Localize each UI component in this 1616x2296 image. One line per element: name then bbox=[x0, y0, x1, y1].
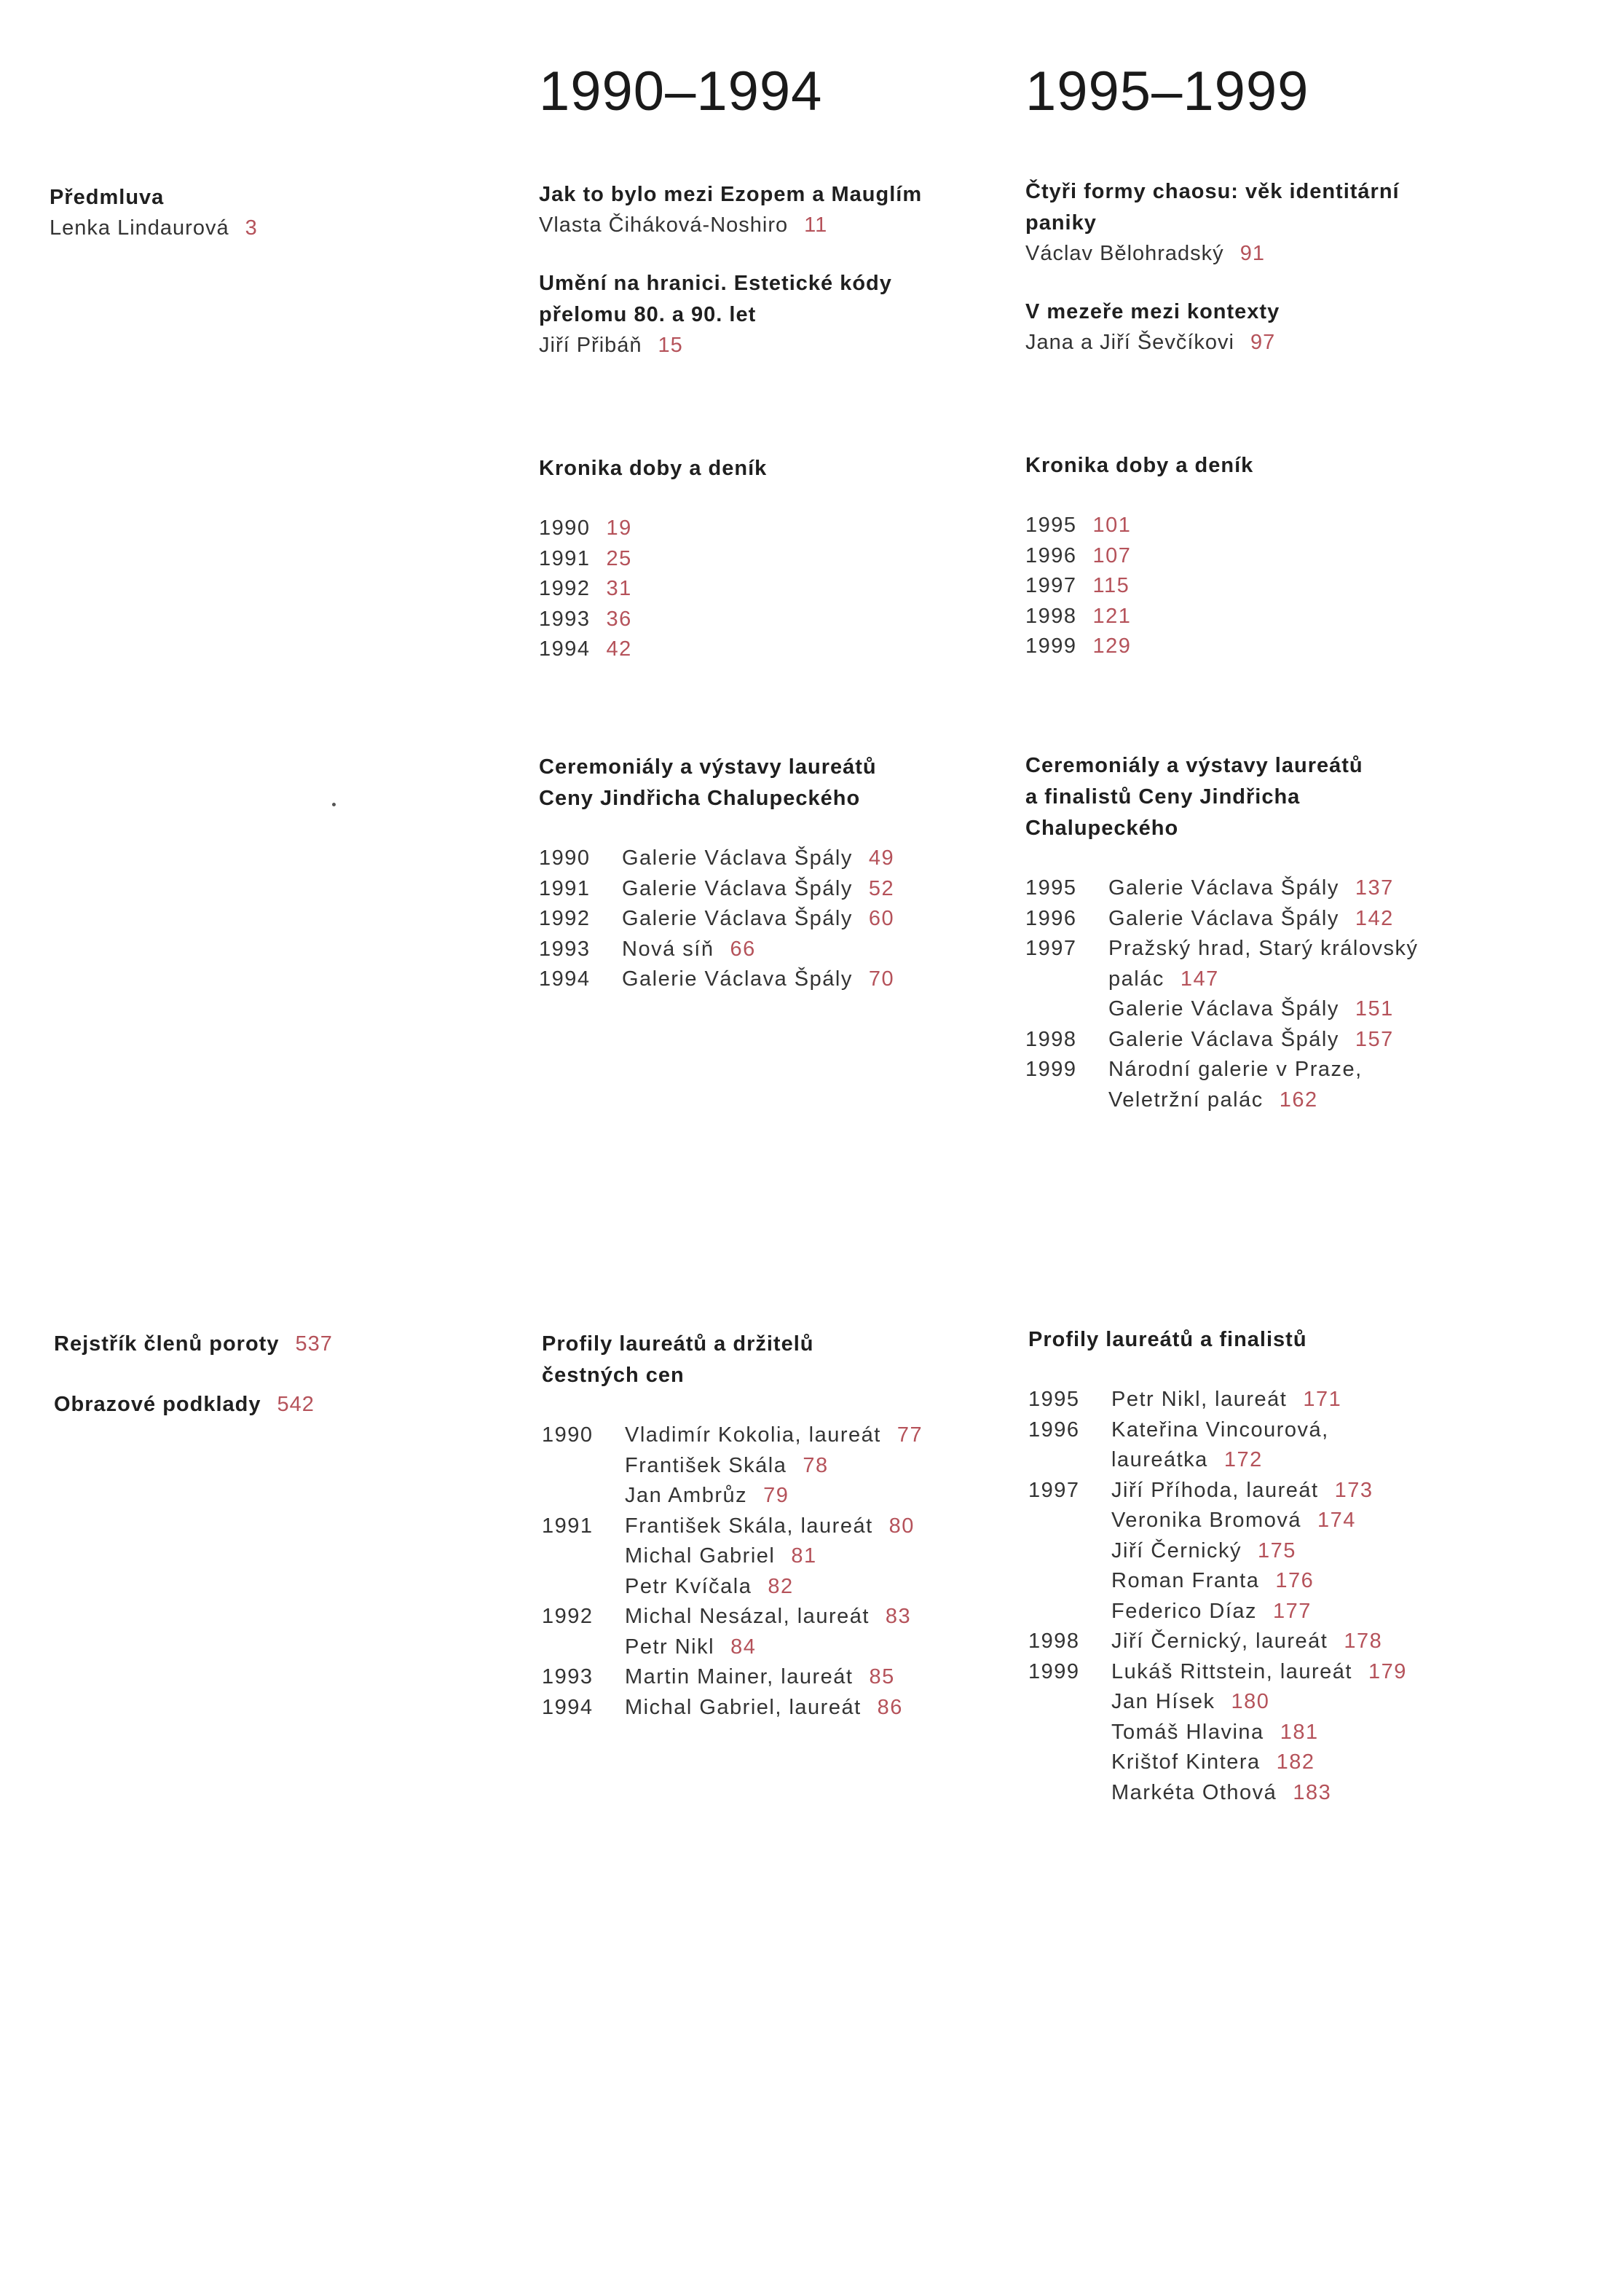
profile-list bbox=[1028, 1385, 1458, 1808]
kronika-1995-1999 bbox=[1025, 450, 1477, 662]
profile-row[interactable]: Jan Hísek 180 bbox=[1111, 1690, 1270, 1713]
profily-1990-1994 bbox=[542, 1329, 993, 1723]
profile-row[interactable]: 1997 Jiří Příhoda, laureát 173 bbox=[1028, 1478, 1373, 1502]
profile-row[interactable]: Veronika Bromová 174 bbox=[1111, 1509, 1356, 1532]
ceremonialy-1995-1999 bbox=[1025, 750, 1455, 1115]
essays-1990-1994 bbox=[539, 179, 990, 361]
page-number: 537 bbox=[295, 1332, 333, 1356]
year-row[interactable]: 1999 129 bbox=[1025, 632, 1477, 662]
profile-row[interactable]: 1998 Jiří Černický, laureát 178 bbox=[1028, 1629, 1383, 1653]
page-number: 84 bbox=[730, 1635, 757, 1659]
year-row[interactable]: 1995 101 bbox=[1025, 511, 1477, 541]
page-number: 25 bbox=[606, 546, 632, 570]
page-number: 66 bbox=[730, 937, 756, 961]
ceremony-row[interactable]: 1991 Galerie Václava Špály 52 bbox=[539, 876, 895, 900]
entry-author: Lenka Lindaurová 3 bbox=[50, 216, 258, 240]
page-number: 121 bbox=[1092, 604, 1132, 628]
page-number: 162 bbox=[1279, 1088, 1318, 1112]
section-title: Ceremoniály a výstavy laureátů bbox=[1025, 754, 1363, 777]
page-number: 173 bbox=[1334, 1478, 1373, 1502]
ceremonialy-1990-1994 bbox=[539, 752, 990, 995]
essay-title: paniky bbox=[1025, 211, 1097, 235]
profile-row[interactable]: Jan Ambrůz 79 bbox=[625, 1484, 789, 1507]
profile-row[interactable]: Michal Gabriel 81 bbox=[625, 1544, 817, 1568]
period-heading-1990-1994: 1990–1994 bbox=[539, 60, 823, 122]
profile-row[interactable]: František Skála 78 bbox=[625, 1453, 829, 1477]
page-number: 542 bbox=[277, 1393, 315, 1416]
page-number: 183 bbox=[1293, 1780, 1332, 1804]
section-title: čestných cen bbox=[542, 1364, 685, 1387]
page-number: 42 bbox=[606, 637, 632, 661]
ceremony-row[interactable]: 1998 Galerie Václava Špály 157 bbox=[1025, 1027, 1394, 1051]
ceremony-row[interactable]: 1994 Galerie Václava Špály 70 bbox=[539, 967, 895, 991]
profile-row[interactable]: 1992 Michal Nesázal, laureát 83 bbox=[542, 1605, 912, 1628]
entry-title: Předmluva bbox=[50, 186, 165, 209]
page-number: 172 bbox=[1223, 1448, 1263, 1471]
profile-row[interactable]: Petr Nikl 84 bbox=[625, 1635, 757, 1659]
page-number: 91 bbox=[1239, 242, 1265, 265]
profile-row[interactable]: 1999 Lukáš Rittstein, laureát 179 bbox=[1028, 1659, 1407, 1683]
page-number: 107 bbox=[1092, 543, 1132, 567]
page-number: 3 bbox=[245, 216, 258, 240]
essay-author: Václav Bělohradský 91 bbox=[1025, 242, 1265, 265]
ceremony-row[interactable]: Galerie Václava Špály 151 bbox=[1108, 997, 1394, 1021]
ceremony-row[interactable]: 1996 Galerie Václava Špály 142 bbox=[1025, 906, 1394, 930]
ceremony-row[interactable]: 1995 Galerie Václava Špály 137 bbox=[1025, 876, 1394, 900]
profily-1995-1999 bbox=[1028, 1324, 1458, 1808]
page-number: 178 bbox=[1344, 1629, 1383, 1653]
essay-author: Vlasta Čiháková-Noshiro 11 bbox=[539, 213, 828, 237]
appendix-entry[interactable]: Rejstřík členů poroty 537 bbox=[54, 1332, 333, 1356]
ceremony-row[interactable]: 1993 Nová síň 66 bbox=[539, 937, 756, 961]
ceremony-row[interactable]: 1990 Galerie Václava Špály 49 bbox=[539, 846, 895, 870]
ceremony-row[interactable]: 1999 Národní galerie v Praze, Veletržní palác 162 bbox=[1025, 1058, 1363, 1112]
section-title: a finalistů Ceny Jindřicha bbox=[1025, 785, 1301, 809]
page-number: 115 bbox=[1092, 574, 1130, 597]
page-number: 157 bbox=[1355, 1027, 1394, 1051]
essay-entry[interactable] bbox=[539, 268, 990, 361]
profile-row[interactable]: Krištof Kintera 182 bbox=[1111, 1750, 1315, 1774]
essay-title: V mezeře mezi kontexty bbox=[1025, 300, 1280, 323]
page-number: 60 bbox=[868, 907, 895, 930]
essay-title: Jak to bylo mezi Ezopem a Mauglím bbox=[539, 183, 923, 206]
year-list bbox=[1025, 511, 1477, 662]
page-number: 78 bbox=[803, 1453, 829, 1477]
ceremony-row[interactable]: 1992 Galerie Václava Špály 60 bbox=[539, 907, 895, 930]
profile-row[interactable]: Jiří Černický 175 bbox=[1111, 1538, 1296, 1562]
appendix-entry[interactable]: Obrazové podklady 542 bbox=[54, 1393, 315, 1416]
essay-title: přelomu 80. a 90. let bbox=[539, 303, 757, 326]
speck-mark bbox=[332, 803, 336, 806]
page-number: 82 bbox=[768, 1574, 794, 1598]
profile-row[interactable]: 1995 Petr Nikl, laureát 171 bbox=[1028, 1388, 1342, 1411]
page-number: 175 bbox=[1258, 1538, 1296, 1562]
year-row[interactable]: 1992 31 bbox=[539, 574, 990, 605]
essay-entry[interactable] bbox=[1025, 176, 1477, 269]
page-number: 129 bbox=[1092, 634, 1132, 658]
page-number: 101 bbox=[1092, 514, 1132, 537]
predmluva-entry[interactable] bbox=[50, 182, 501, 243]
appendix-entries bbox=[54, 1329, 505, 1420]
year-row[interactable]: 1996 107 bbox=[1025, 541, 1477, 572]
year-row[interactable]: 1998 121 bbox=[1025, 602, 1477, 632]
page-number: 97 bbox=[1250, 331, 1276, 354]
profile-row[interactable]: 1991 František Skála, laureát 80 bbox=[542, 1514, 915, 1538]
page-number: 11 bbox=[804, 213, 828, 237]
profile-row[interactable]: 1993 Martin Mainer, laureát 85 bbox=[542, 1665, 895, 1688]
essay-entry[interactable] bbox=[1025, 296, 1477, 358]
page-number: 85 bbox=[869, 1665, 895, 1688]
profile-row[interactable]: Roman Franta 176 bbox=[1111, 1569, 1315, 1592]
page-number: 83 bbox=[885, 1605, 912, 1628]
profile-row[interactable]: 1996 Kateřina Vincourová, laureátka 172 bbox=[1028, 1418, 1329, 1471]
year-row[interactable]: 1993 36 bbox=[539, 605, 990, 635]
essay-author: Jana a Jiří Ševčíkovi 97 bbox=[1025, 331, 1276, 354]
page-number: 80 bbox=[888, 1514, 915, 1538]
section-title: Ceremoniály a výstavy laureátů bbox=[539, 755, 877, 779]
section-title: Profily laureátů a finalistů bbox=[1028, 1328, 1307, 1351]
year-list bbox=[539, 514, 990, 665]
page-number: 49 bbox=[868, 846, 895, 870]
page-number: 174 bbox=[1317, 1509, 1356, 1532]
page-number: 15 bbox=[658, 334, 683, 357]
page-number: 176 bbox=[1275, 1569, 1315, 1592]
ceremony-row[interactable]: 1997 Pražský hrad, Starý královský palác 147 bbox=[1025, 937, 1419, 991]
essay-title: Umění na hranici. Estetické kódy bbox=[539, 272, 892, 295]
page-number: 151 bbox=[1355, 997, 1394, 1021]
page-number: 70 bbox=[868, 967, 895, 991]
essays-1995-1999 bbox=[1025, 176, 1477, 358]
essay-author: Jiří Přibáň 15 bbox=[539, 334, 683, 357]
profile-row[interactable]: 1994 Michal Gabriel, laureát 86 bbox=[542, 1695, 903, 1719]
profile-row[interactable]: Petr Kvíčala 82 bbox=[625, 1574, 794, 1598]
page-number: 86 bbox=[877, 1695, 903, 1719]
page-number: 36 bbox=[606, 607, 632, 631]
year-row[interactable]: 1997 115 bbox=[1025, 571, 1477, 602]
ceremony-list bbox=[1025, 873, 1455, 1115]
ceremony-list bbox=[539, 844, 990, 995]
profile-row[interactable]: Markéta Othová 183 bbox=[1111, 1780, 1332, 1804]
profile-row[interactable]: Tomáš Hlavina 181 bbox=[1111, 1720, 1319, 1744]
page-number: 181 bbox=[1280, 1720, 1319, 1744]
page-number: 81 bbox=[791, 1544, 817, 1568]
section-title: Profily laureátů a držitelů bbox=[542, 1332, 814, 1356]
year-row[interactable]: 1990 19 bbox=[539, 514, 990, 544]
section-title: Ceny Jindřicha Chalupeckého bbox=[539, 787, 861, 810]
page-number: 77 bbox=[896, 1423, 923, 1447]
page-number: 137 bbox=[1355, 876, 1394, 900]
essay-entry[interactable] bbox=[539, 179, 990, 240]
page-number: 147 bbox=[1180, 967, 1219, 991]
year-row[interactable]: 1994 42 bbox=[539, 634, 990, 665]
page-number: 180 bbox=[1231, 1690, 1270, 1713]
section-title: Kronika doby a deník bbox=[539, 457, 768, 480]
page-number: 142 bbox=[1355, 906, 1394, 930]
page-number: 171 bbox=[1303, 1388, 1342, 1411]
period-heading-1995-1999: 1995–1999 bbox=[1025, 60, 1309, 122]
section-title: Chalupeckého bbox=[1025, 817, 1179, 840]
profile-row[interactable]: Federico Díaz 177 bbox=[1111, 1599, 1312, 1623]
page-number: 182 bbox=[1276, 1750, 1315, 1774]
section-title: Kronika doby a deník bbox=[1025, 454, 1254, 477]
page-number: 31 bbox=[606, 577, 632, 600]
profile-row[interactable]: 1990 Vladimír Kokolia, laureát 77 bbox=[542, 1423, 923, 1447]
page-number: 177 bbox=[1273, 1599, 1312, 1623]
page-number: 79 bbox=[763, 1484, 789, 1507]
kronika-1990-1994 bbox=[539, 453, 990, 665]
page-number: 179 bbox=[1368, 1659, 1407, 1683]
page-number: 19 bbox=[606, 516, 632, 540]
page-number: 52 bbox=[868, 876, 895, 900]
essay-title: Čtyři formy chaosu: věk identitární bbox=[1025, 180, 1400, 203]
profile-list bbox=[542, 1420, 993, 1723]
year-row[interactable]: 1991 25 bbox=[539, 544, 990, 575]
